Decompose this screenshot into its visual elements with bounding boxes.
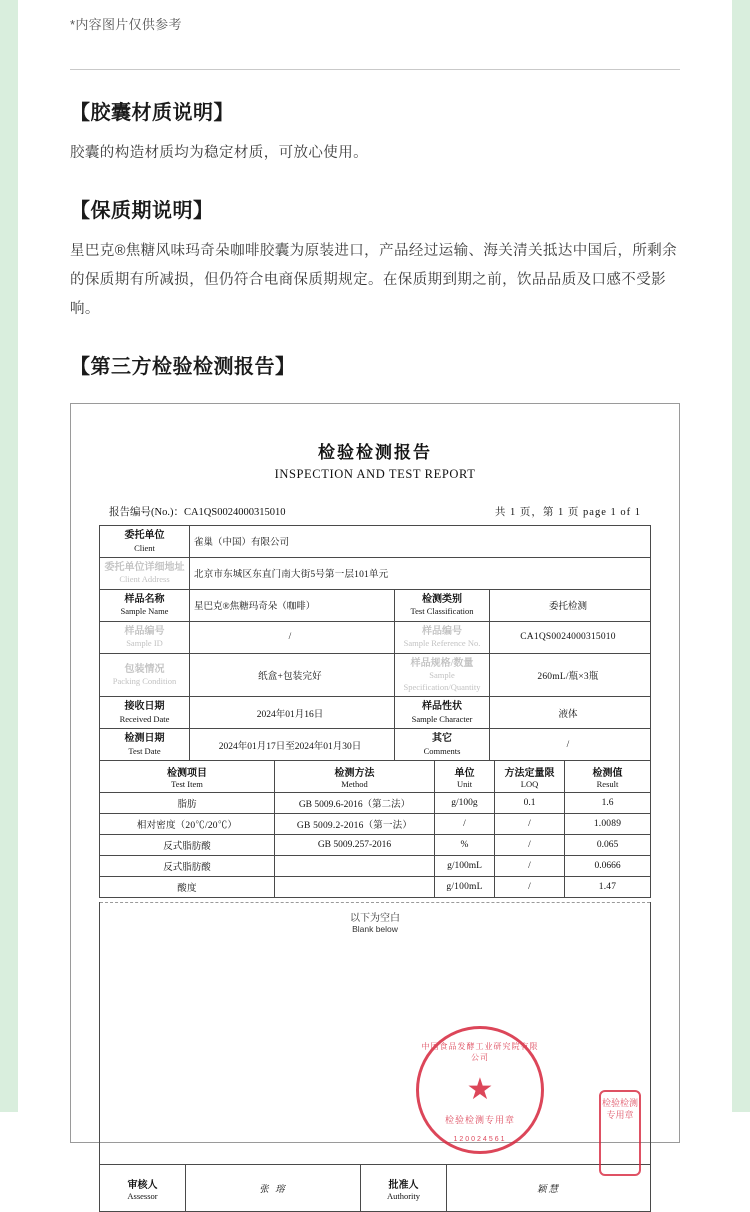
- table-row: 检测日期 Test Date 2024年01月17日至2024年01月30日 其它 Comments /: [100, 729, 651, 761]
- col-unit: 单位 Unit: [435, 761, 495, 793]
- side-stamp-icon: 检验检测专用章: [599, 1090, 641, 1176]
- test-date-value: 2024年01月17日至2024年01月30日: [190, 729, 395, 761]
- page-content: [18, 0, 732, 1201]
- blank-separator: [100, 902, 650, 903]
- section-title-shelf-life: 【保质期说明】: [70, 200, 214, 222]
- top-divider: [70, 69, 680, 70]
- report-title-cn: 检验检测报告: [318, 443, 432, 462]
- col-result: 检测值 Result: [565, 761, 651, 793]
- star-icon: ★: [466, 1073, 494, 1107]
- disclaimer-note: *内容图片仅供参考: [70, 17, 182, 32]
- test-items-table: [99, 760, 651, 898]
- signature-table: [99, 1164, 651, 1212]
- section-body-capsule-material: 胶囊的构造材质均为稳定材质，可放心使用。: [70, 145, 368, 161]
- table-header-row: [100, 761, 651, 793]
- table-row: 反式脂肪酸 GB 5009.257-2016 % / 0.065: [100, 835, 651, 856]
- report-blank-area: [99, 902, 651, 1165]
- report-pages: 共 1 页，第 1 页 page 1 of 1: [494, 507, 641, 518]
- inspection-report-image: [70, 403, 680, 1201]
- sample-id-value: /: [190, 621, 395, 653]
- table-row: 包装情况 Packing Condition 纸盒+包装完好 样品规格/数量 Sample Specification/Quantity 260mL/瓶×3瓶: [100, 653, 651, 696]
- table-row: 酸度 g/100mL / 1.47: [100, 877, 651, 898]
- col-test-item: 检测项目 Test Item: [100, 761, 275, 793]
- report-title-en: INSPECTION AND TEST REPORT: [274, 467, 476, 481]
- section-title-capsule-material: 【胶囊材质说明】: [70, 102, 234, 124]
- section-title-third-party-report: 【第三方检验检测报告】: [70, 356, 296, 378]
- col-loq: 方法定量限 LOQ: [495, 761, 565, 793]
- comments-value: /: [490, 729, 651, 761]
- authority-label: 批准人 Authority: [361, 1165, 447, 1212]
- table-row: 脂肪 GB 5009.6-2016（第二法） g/100g 0.1 1.6: [100, 793, 651, 814]
- client-address-value: 北京市东城区东直门南大街5号第一层101单元: [190, 557, 651, 589]
- assessor-signature: 张 瑢: [186, 1165, 361, 1212]
- table-row: 反式脂肪酸 g/100mL / 0.0666: [100, 856, 651, 877]
- test-classification-value: 委托检测: [490, 589, 651, 621]
- sample-character-value: 液体: [490, 697, 651, 729]
- section-body-shelf-life: 星巴克®焦糖风味玛奇朵咖啡胶囊为原装进口，产品经过运输、海关清关抵达中国后，所剩余的保质期有所减损，但仍符合电商保质期规定。在保质期到期之前，饮品品质及口感不受影响。: [70, 243, 678, 317]
- col-method: 检测方法 Method: [275, 761, 435, 793]
- received-date-value: 2024年01月16日: [190, 697, 395, 729]
- blank-below-label: 以下为空白 Blank below: [350, 913, 400, 935]
- authority-signature: 颖慧: [447, 1165, 651, 1212]
- packing-condition-value: 纸盒+包装完好: [190, 653, 395, 696]
- test-items-section: [99, 760, 651, 1165]
- sample-ref-no-value: CA1QS0024000315010: [490, 621, 651, 653]
- table-row: 样品编号 Sample ID / 样品编号 Sample Reference No. CA1QS0024000315010: [100, 621, 651, 653]
- report-meta: [99, 504, 651, 519]
- table-row: 委托单位 Client 雀巢（中国）有限公司: [100, 526, 651, 558]
- report-info-table: [99, 525, 651, 761]
- assessor-label: 审核人 Assessor: [100, 1165, 186, 1212]
- client-value: 雀巢（中国）有限公司: [190, 526, 651, 558]
- table-row: [100, 1165, 651, 1212]
- report-number: 报告编号(No.)：CA1QS0024000315010: [109, 507, 286, 518]
- table-row: 相对密度（20℃/20℃） GB 5009.2-2016（第一法） / / 1.0089: [100, 814, 651, 835]
- official-stamp-icon: 中国食品发酵工业研究院有限公司 ★ 检验检测专用章 120024561: [416, 1026, 544, 1154]
- table-row: 样品名称 Sample Name 星巴克®焦糖玛奇朵（咖啡） 检测类别 Test Classification 委托检测: [100, 589, 651, 621]
- sample-spec-value: 260mL/瓶×3瓶: [490, 653, 651, 696]
- sample-name-value: 星巴克®焦糖玛奇朵（咖啡）: [190, 589, 395, 621]
- table-row: 委托单位详细地址 Client Address 北京市东城区东直门南大街5号第一层101单元: [100, 557, 651, 589]
- table-row: 接收日期 Received Date 2024年01月16日 样品性状 Sample Character 液体: [100, 697, 651, 729]
